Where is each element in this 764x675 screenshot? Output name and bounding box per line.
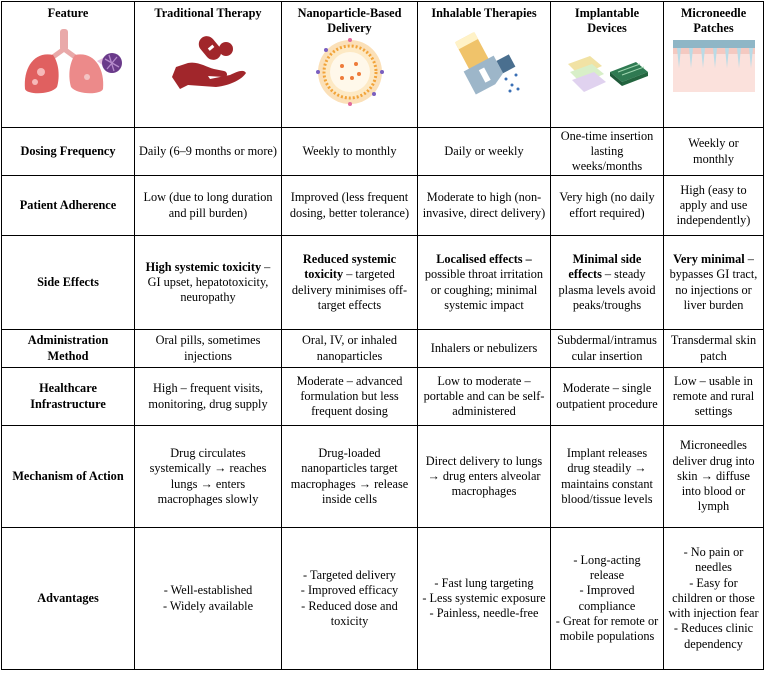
header-inhalable-label: Inhalable Therapies: [431, 6, 537, 20]
cell-traditional: - Well-established - Widely available: [135, 528, 282, 670]
cell-text: – bypasses GI tract, no injections or liver burden: [669, 252, 758, 312]
cell-nano: [282, 236, 418, 330]
row-label: Healthcare Infrastructure: [2, 368, 135, 426]
inhaler-icon: [444, 27, 524, 97]
row-label: Advantages: [2, 528, 135, 670]
cell-microneedle: Low – usable in remote and rural settings: [664, 368, 764, 426]
header-inhalable: [418, 2, 551, 128]
cell-emphasis: Localised effects –: [436, 252, 532, 267]
implant-chip-icon: [564, 42, 650, 102]
row-label: Patient Adherence: [2, 176, 135, 236]
cell-emphasis: Very minimal: [673, 252, 745, 267]
cell-traditional: High – frequent visits, monitoring, drug supply: [135, 368, 282, 426]
header-traditional: [135, 2, 282, 128]
cell-implant: Moderate – single outpatient procedure: [551, 368, 664, 426]
cell-microneedle: High (easy to apply and use independently): [664, 176, 764, 236]
cell-nano: Moderate – advanced formulation but less frequent dosing: [282, 368, 418, 426]
cell-microneedle: - No pain or needles - Easy for children or those with injection fear - Reduces clinic dependency: [664, 528, 764, 670]
cell-inhalable: [418, 236, 551, 330]
cell-microneedle: Microneedles deliver drug into skin → diffuse into blood or lymph: [664, 426, 764, 528]
cell-implant: Subdermal/intramuscular insertion: [551, 330, 664, 368]
row-label: Side Effects: [2, 236, 135, 330]
cell-implant: Implant releases drug steadily → maintains constant blood/tissue levels: [551, 426, 664, 528]
cell-text: – GI upset, hepatotoxicity, neuropathy: [147, 259, 271, 305]
cell-traditional: Daily (6–9 months or more): [135, 128, 282, 176]
header-feature-label: Feature: [47, 6, 89, 20]
cell-inhalable: - Fast lung targeting - Less systemic exposure - Painless, needle-free: [418, 528, 551, 670]
cell-text: – steady plasma levels avoid peaks/troughs: [558, 267, 656, 312]
cell-nano: Improved (less frequent dosing, better tolerance): [282, 176, 418, 236]
header-microneedle-label: Microneedle Patches: [680, 6, 747, 36]
cell-nano: Drug-loaded nanoparticles target macrophages → release inside cells: [282, 426, 418, 528]
cell-inhalable: Daily or weekly: [418, 128, 551, 176]
row-label: Dosing Frequency: [2, 128, 135, 176]
header-implant-label: Implantable Devices: [574, 6, 640, 36]
comparison-table: [1, 1, 764, 670]
lungs-icon: [13, 27, 123, 97]
cell-traditional: [135, 236, 282, 330]
header-traditional-label: Traditional Therapy: [154, 6, 262, 20]
cell-emphasis: Minimal side effects: [568, 252, 642, 282]
row-dosing: [2, 128, 764, 176]
cell-emphasis: Reduced systemic toxicity: [302, 252, 397, 282]
cell-microneedle: Weekly or monthly: [664, 128, 764, 176]
cell-microneedle: [664, 236, 764, 330]
row-adherence: [2, 176, 764, 236]
cell-nano: Oral, IV, or inhaled nanoparticles: [282, 330, 418, 368]
cell-traditional: Oral pills, sometimes injections: [135, 330, 282, 368]
cell-implant: [551, 236, 664, 330]
cell-implant: Very high (no daily effort required): [551, 176, 664, 236]
row-mechanism: [2, 426, 764, 528]
row-label: Administration Method: [2, 330, 135, 368]
cell-inhalable: Low to moderate – portable and can be self-administered: [418, 368, 551, 426]
row-advantages: [2, 528, 764, 670]
header-microneedle: [664, 2, 764, 128]
cell-text: – targeted delivery minimises off-target effects: [291, 267, 408, 312]
header-implant: [551, 2, 664, 128]
cell-nano: - Targeted delivery - Improved efficacy - Reduced dose and toxicity: [282, 528, 418, 670]
header-nano: [282, 2, 418, 128]
cell-implant: One-time insertion lasting weeks/months: [551, 128, 664, 176]
header-row: [2, 2, 764, 128]
cell-inhalable: Direct delivery to lungs → drug enters alveolar macrophages: [418, 426, 551, 528]
cell-traditional: Drug circulates systemically → reaches lungs → enters macrophages slowly: [135, 426, 282, 528]
cell-inhalable: Inhalers or nebulizers: [418, 330, 551, 368]
header-nano-label: Nanoparticle-Based Delivery: [297, 6, 402, 36]
header-feature: [2, 2, 135, 128]
row-infrastructure: [2, 368, 764, 426]
cell-microneedle: Transdermal skin patch: [664, 330, 764, 368]
nanoparticle-icon: [312, 38, 388, 106]
cell-emphasis: High systemic toxicity: [145, 259, 262, 274]
cell-text: possible throat irritation or coughing; minimal systemic impact: [424, 267, 544, 312]
cell-nano: Weekly to monthly: [282, 128, 418, 176]
microneedle-patch-icon: [671, 38, 757, 94]
row-administration: [2, 330, 764, 368]
row-side-effects: [2, 236, 764, 330]
cell-implant: - Long-acting release - Improved compliance - Great for remote or mobile populations: [551, 528, 664, 670]
cell-traditional: Low (due to long duration and pill burden): [135, 176, 282, 236]
pills-in-hand-icon: [168, 27, 248, 93]
row-label: Mechanism of Action: [2, 426, 135, 528]
cell-inhalable: Moderate to high (non-invasive, direct delivery): [418, 176, 551, 236]
